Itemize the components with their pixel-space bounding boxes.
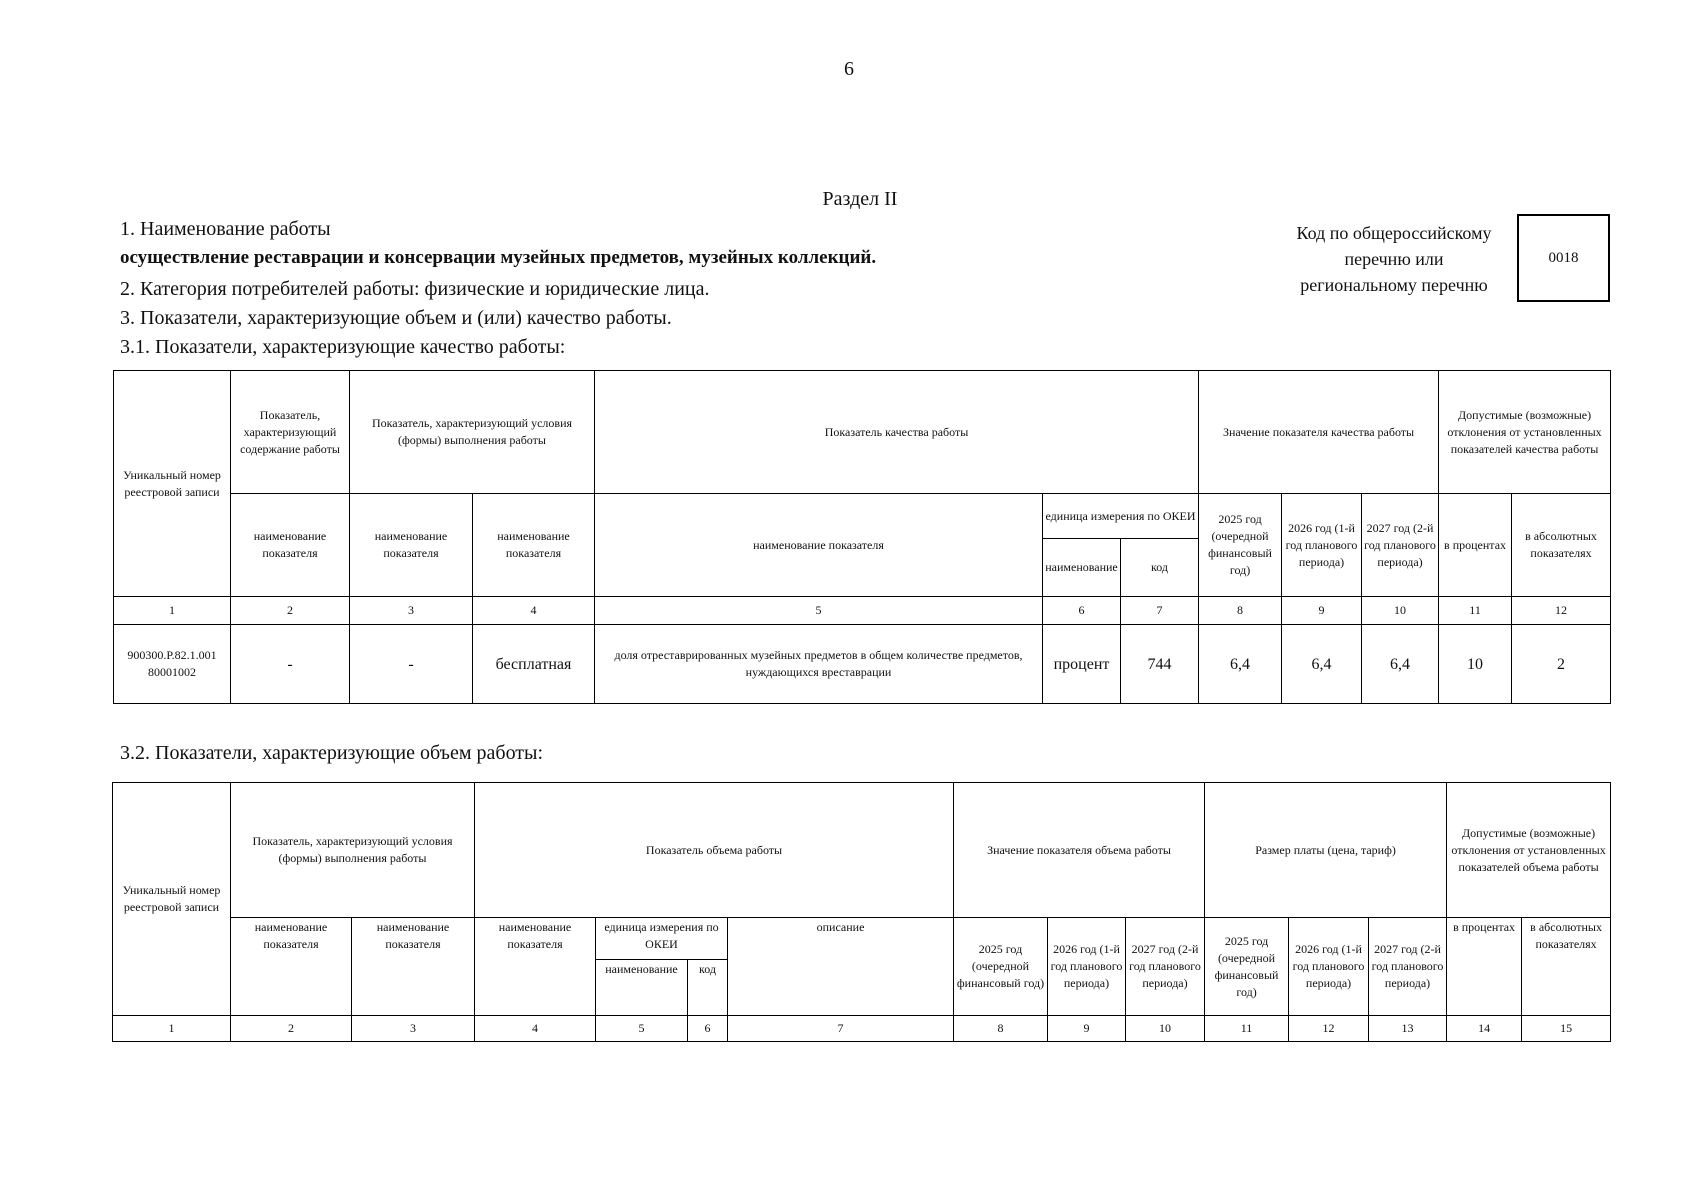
unit-code: 744: [1121, 625, 1199, 704]
header-deviation: Допустимые (возможные) отклонения от установленных показателей объема работы: [1447, 783, 1611, 918]
header-conditions-indicator: Показатель, характеризующий условия (формы) выполнения работы: [231, 783, 475, 918]
column-number: 13: [1369, 1016, 1447, 1042]
column-number: 1: [114, 597, 231, 625]
header-fee-2026: 2026 год (1-й год планового периода): [1289, 918, 1369, 1016]
header-fee-2025: 2025 год (очередной финансовый год): [1205, 918, 1289, 1016]
header-quality-indicator: Показатель качества работы: [595, 371, 1199, 494]
deviation-percent: 10: [1439, 625, 1512, 704]
column-number: 12: [1289, 1016, 1369, 1042]
header-unique-number: Уникальный номер реестровой записи: [114, 371, 231, 597]
value-2026: 6,4: [1282, 625, 1362, 704]
column-number: 7: [728, 1016, 954, 1042]
quality-table: [113, 370, 1611, 704]
work-name-label: 1. Наименование работы: [120, 218, 331, 240]
code-label-line2: перечню или: [1344, 249, 1444, 269]
column-number: 5: [596, 1016, 688, 1042]
content-value: -: [231, 625, 350, 704]
header-okei-name: наименование: [1043, 539, 1121, 597]
column-number: 8: [1199, 597, 1282, 625]
header-fee: Размер платы (цена, тариф): [1205, 783, 1447, 918]
page-number: 6: [844, 58, 854, 80]
column-number: 12: [1512, 597, 1611, 625]
column-number: 5: [595, 597, 1043, 625]
column-number: 9: [1048, 1016, 1126, 1042]
column-number: 3: [350, 597, 473, 625]
header-deviation: Допустимые (возможные) отклонения от установленных показателей качества работы: [1439, 371, 1611, 494]
value-2027: 6,4: [1362, 625, 1439, 704]
column-number: 8: [954, 1016, 1048, 1042]
column-number: 4: [473, 597, 595, 625]
quality-heading: 3.1. Показатели, характеризующие качество работы:: [120, 336, 566, 358]
code-label: [1278, 220, 1510, 298]
header-conditions-indicator: Показатель, характеризующий условия (формы) выполнения работы: [350, 371, 595, 494]
column-number: 2: [231, 597, 350, 625]
registry-number: 900300.Р.82.1.001 80001002: [114, 625, 231, 704]
column-number: 11: [1205, 1016, 1289, 1042]
header-description: описание: [728, 918, 954, 1016]
header-year-2027: 2027 год (2-й год планового периода): [1126, 918, 1205, 1016]
header-year-2025: 2025 год (очередной финансовый год): [1199, 494, 1282, 597]
column-number: 11: [1439, 597, 1512, 625]
column-number: 7: [1121, 597, 1199, 625]
header-absolute: в абсолютных показателях: [1512, 494, 1611, 597]
header-percent: в процентах: [1439, 494, 1512, 597]
column-number: 4: [475, 1016, 596, 1042]
header-year-2027: 2027 год (2-й год планового периода): [1362, 494, 1439, 597]
volume-table: [112, 782, 1611, 1042]
header-name-indicator: наименование показателя: [595, 494, 1043, 597]
header-quality-value: Значение показателя качества работы: [1199, 371, 1439, 494]
header-volume-value: Значение показателя объема работы: [954, 783, 1205, 918]
column-number: 9: [1282, 597, 1362, 625]
header-unique-number: Уникальный номер реестровой записи: [113, 783, 231, 1016]
condition2-value: бесплатная: [473, 625, 595, 704]
volume-heading: 3.2. Показатели, характеризующие объем работы:: [120, 742, 544, 764]
header-name-indicator: наименование показателя: [475, 918, 596, 1016]
header-year-2025: 2025 год (очередной финансовый год): [954, 918, 1048, 1016]
column-number: 15: [1522, 1016, 1611, 1042]
header-name-indicator: наименование показателя: [231, 494, 350, 597]
indicator-name: доля отреставрированных музейных предметов в общем количестве предметов, нуждающихся вреставрации: [595, 625, 1043, 704]
header-name-indicator: наименование показателя: [352, 918, 475, 1016]
header-name-indicator: наименование показателя: [350, 494, 473, 597]
table-row: [114, 625, 1611, 704]
work-name-value: осуществление реставрации и консервации музейных предметов, музейных коллекций.: [120, 247, 877, 268]
header-okei-name: наименование: [596, 960, 688, 1016]
code-label-line1: Код по общероссийскому: [1296, 223, 1492, 243]
header-percent: в процентах: [1447, 918, 1522, 1016]
condition1-value: -: [350, 625, 473, 704]
section-title: Раздел II: [822, 188, 898, 210]
unit-name: процент: [1043, 625, 1121, 704]
column-number: 10: [1126, 1016, 1205, 1042]
column-number: 6: [688, 1016, 728, 1042]
header-okei-code: код: [688, 960, 728, 1016]
column-number: 6: [1043, 597, 1121, 625]
header-okei-code: код: [1121, 539, 1199, 597]
consumer-category: 2. Категория потребителей работы: физические и юридические лица.: [120, 278, 710, 300]
header-name-indicator: наименование показателя: [473, 494, 595, 597]
header-absolute: в абсолютных показателях: [1522, 918, 1611, 1016]
column-number: 1: [113, 1016, 231, 1042]
header-okei-unit: единица измерения по ОКЕИ: [596, 918, 728, 960]
code-label-line3: региональному перечню: [1300, 275, 1488, 295]
column-number: 3: [352, 1016, 475, 1042]
column-number: 14: [1447, 1016, 1522, 1042]
header-name-indicator: наименование показателя: [231, 918, 352, 1016]
header-year-2026: 2026 год (1-й год планового периода): [1282, 494, 1362, 597]
header-year-2026: 2026 год (1-й год планового периода): [1048, 918, 1126, 1016]
indicators-heading: 3. Показатели, характеризующие объем и (или) качество работы.: [120, 307, 672, 329]
code-box: 0018: [1517, 214, 1610, 302]
column-number: 10: [1362, 597, 1439, 625]
value-2025: 6,4: [1199, 625, 1282, 704]
deviation-absolute: 2: [1512, 625, 1611, 704]
header-fee-2027: 2027 год (2-й год планового периода): [1369, 918, 1447, 1016]
header-content-indicator: Показатель, характеризующий содержание работы: [231, 371, 350, 494]
column-number: 2: [231, 1016, 352, 1042]
header-volume-indicator: Показатель объема работы: [475, 783, 954, 918]
header-okei-unit: единица измерения по ОКЕИ: [1043, 494, 1199, 539]
